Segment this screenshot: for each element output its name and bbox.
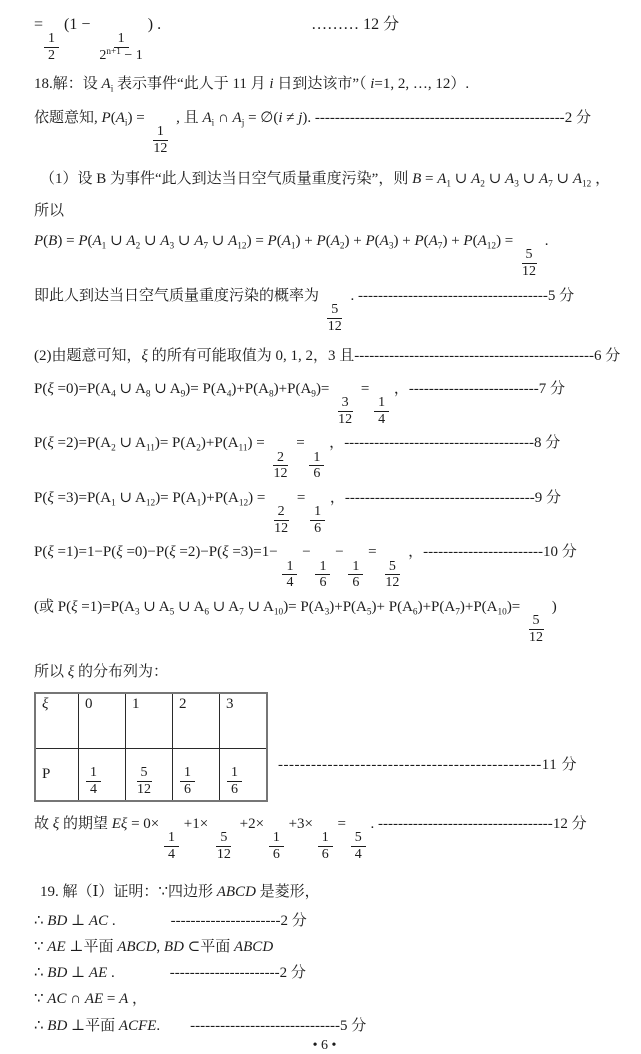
- line-pb-conclusion: 即此人到达当日空气质量重度污染的概率为 $\frac{5}{12}$ . --------------------------------------5 分: [34, 287, 575, 334]
- fraction: $\frac{1}{2}$: [44, 31, 59, 63]
- table-cell: [79, 749, 126, 801]
- table-cell: 1: [126, 693, 173, 749]
- table-cell: [173, 749, 220, 801]
- line-bd-perp-plane-acfe: ∴ BD ⊥平面 ACFE. ------------------------------5 分: [34, 1017, 367, 1034]
- fraction: $\frac{1}{6}$: [315, 559, 330, 591]
- fraction: $\frac{5}{4}$: [351, 830, 366, 862]
- line-p-xi-3: $P(\xi =3)=P(A_1$ ∪ $A_{12})= P(A_1)+P(A_{12})$ = $\frac{2}{12}$ = $\frac{1}{6}$ ，--------------------------------------9 分: [34, 489, 561, 536]
- fraction: $\frac{1}{6}$: [269, 830, 284, 862]
- fraction: $\frac{5}{12}$: [216, 829, 231, 862]
- fraction: $\frac{1}{6}$: [318, 830, 333, 862]
- line-suoyi: 所以: [34, 202, 65, 219]
- fraction: $\frac{1}{6}$: [309, 450, 324, 482]
- line-distribution-intro: 所以 ξ 的分布列为：: [34, 663, 168, 680]
- line-part2-values: (2)由题意可知，ξ 的所有可能取值为 0, 1, 2，3 且------------------------------------------------6 分: [34, 348, 621, 365]
- fraction: $\frac{5}{12}$: [529, 613, 544, 646]
- line-pb-expansion: $P(B) = P(A_1$ ∪ $A_2$ ∪ $A_3$ ∪ $A_7$ ∪ $A_{12}) = P(A_1) + P(A_2) + P(A_3) + P(A_7) + P(A_{12})$ = $\frac{5}{12}$ .: [34, 233, 549, 279]
- line-18-premise: 依题意知, $P(A_i)$ = $\frac{1}{12}$ , 且 $A_i$ ∩ $A_j$ = ∅(i ≠ j). --------------------------------------------------2 分: [34, 109, 591, 156]
- distribution-table: [34, 692, 268, 802]
- fraction: $\frac{1}{4}$: [374, 395, 389, 427]
- fraction: $\frac{1}{2^{n+1} - 1}$: [99, 31, 143, 63]
- fraction: $\frac{2}{12}$: [274, 504, 289, 536]
- line-eq-continuation: = $\frac{1}{2}$ (1 − $\frac{1}{2^{n+1} - 1}$ ) . ……… 12 分: [34, 16, 400, 63]
- line-19-proof-start: 19. 解（Ⅰ）证明：∵四边形 ABCD 是菱形，: [40, 884, 320, 901]
- line-expectation: 故 ξ 的期望 Eξ = 0× $\frac{1}{4}$ +1× $\frac{5}{12}$ +2× $\frac{1}{6}$ +3× $\frac{1}{6}$ = $\frac{5}{4}$ . -----------------------------------12 分: [34, 815, 587, 862]
- fraction: $\frac{1}{6}$: [348, 559, 363, 591]
- table-cell: [126, 749, 173, 801]
- table-cell: 0: [79, 693, 126, 749]
- fraction: $\frac{1}{6}$: [310, 504, 325, 536]
- fraction: $\frac{5}{12}$: [137, 765, 151, 797]
- fraction: $\frac{5}{12}$: [327, 301, 342, 334]
- fraction: $\frac{1}{12}$: [153, 124, 168, 156]
- line-bd-perp-ac: ∴ BD ⊥ AC . ----------------------2 分: [34, 912, 307, 929]
- fraction: $\frac{1}{6}$: [180, 765, 195, 797]
- fraction: $\frac{2}{12}$: [273, 449, 288, 482]
- line-p-xi-0: $P(\xi =0)=P(A_4$ ∪ $A_8$ ∪ $A_9)= P(A_4)+P(A_8)+P(A_9)=$ $\frac{3}{12}$ = $\frac{1}{4}$ ，--------------------------7 分: [34, 380, 566, 427]
- fraction: $\frac{5}{12}$: [385, 558, 400, 591]
- line-18-setup: 18.解：设 $A_i$ 表示事件“此人于 11 月 i 日到达该市”（ i=1, 2, …, 12）.: [34, 75, 470, 94]
- page-number: • 6 •: [312, 1037, 337, 1053]
- distribution-table-block: [34, 692, 615, 802]
- line-ae-perp-plane: ∵ AE ⊥平面 ABCD, BD ⊂平面 ABCD: [34, 938, 274, 955]
- fraction: $\frac{1}{6}$: [227, 765, 242, 797]
- table-cell: 2: [173, 693, 220, 749]
- line-bd-perp-ae: ∴ BD ⊥ AE . ----------------------2 分: [34, 965, 306, 982]
- table-cell: 3: [220, 693, 268, 749]
- table-cell-xi-label: ξ: [35, 693, 79, 749]
- line-p-xi-1-alt: (或 $P(\xi =1)=P(A_3$ ∪ $A_5$ ∪ $A_6$ ∪ $A_7$ ∪ $A_{10})= P(A_3)+P(A_5)+ P(A_6)+P(A_7)+P(A_{10})=$ $\frac{5}{12}$ ): [34, 599, 557, 646]
- table-cell: [220, 749, 268, 801]
- fraction: $\frac{5}{12}$: [522, 247, 537, 279]
- line-part1-event-b: （1）设 B 为事件“此人到达当日空气质量重度污染”，则 $B = A_1$ ∪ $A_2$ ∪ $A_3$ ∪ $A_7$ ∪ $A_{12}$ ，: [40, 170, 611, 189]
- table-row-xi: [35, 693, 267, 749]
- line-p-xi-1: P(ξ =1)=1−P(ξ =0)−P(ξ =2)−P(ξ =3)=1− $\frac{1}{4}$ − $\frac{1}{6}$ − $\frac{1}{6}$ = $\frac{5}{12}$ ，------------------------10 分: [34, 544, 577, 591]
- fraction: $\frac{1}{4}$: [282, 559, 297, 591]
- table-cell-p-label: P: [35, 749, 79, 801]
- fraction: $\frac{3}{12}$: [338, 394, 353, 427]
- score-leader-11: ------------------------------------------------11 分: [278, 756, 577, 773]
- table-row-p: [35, 749, 267, 801]
- fraction: $\frac{1}{4}$: [86, 765, 101, 797]
- line-ac-cap-ae: ∵ AC ∩ AE = A ，: [34, 991, 148, 1008]
- line-p-xi-2: $P(\xi =2)=P(A_2$ ∪ $A_{11})= P(A_2)+P(A_{11})$ = $\frac{2}{12}$ = $\frac{1}{6}$ ，--------------------------------------8 分: [34, 435, 561, 482]
- fraction: $\frac{1}{4}$: [164, 830, 179, 862]
